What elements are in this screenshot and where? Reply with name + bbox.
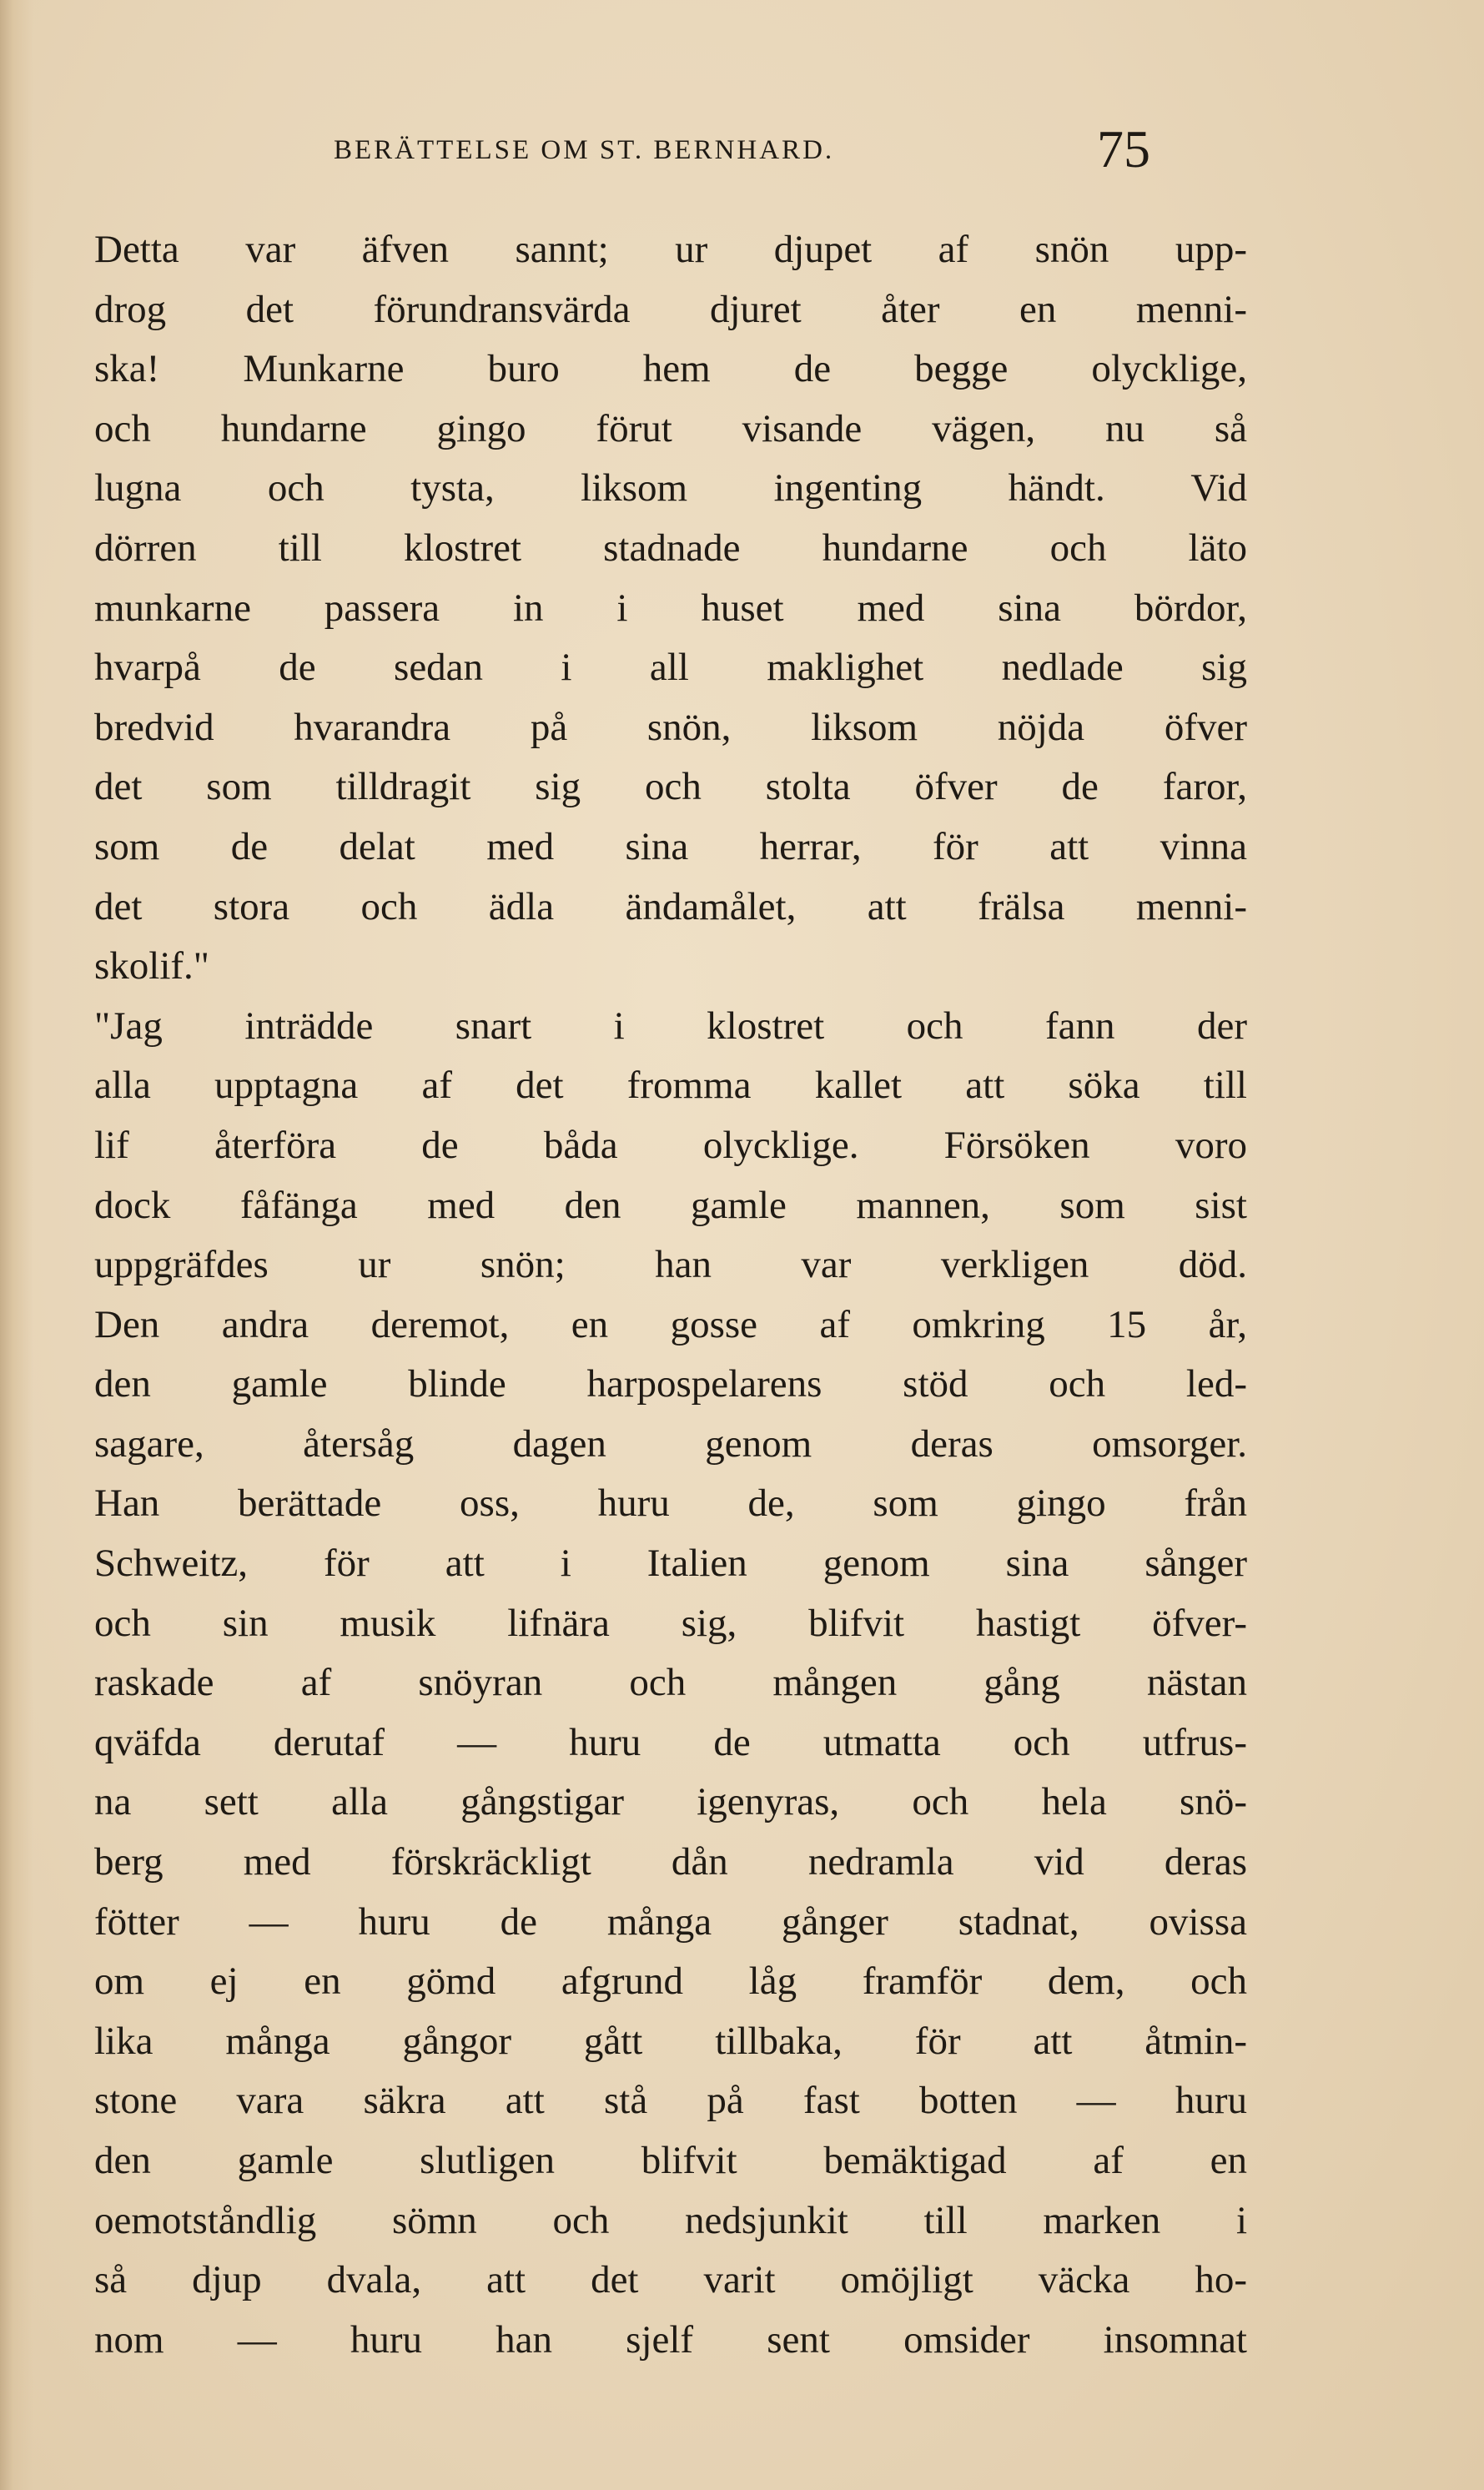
text-line: fötter — huru de många gånger stadnat, ovissa — [94, 1899, 1247, 1944]
text-line: stone vara säkra att stå på fast botten — huru — [94, 2079, 1247, 2123]
text-line: "Jag inträdde snart i klostret och fann der — [94, 1004, 1247, 1048]
text-line: bredvid hvarandra på snön, liksom nöjda öfver — [94, 705, 1247, 749]
text-line: nom — huru han sjelf sent omsider insomnat — [94, 2317, 1247, 2362]
text-line: det som tilldragit sig och stolta öfver de faror, — [94, 765, 1247, 809]
running-title: BERÄTTELSE OM ST. BERNHARD. — [334, 135, 835, 165]
text-line: Schweitz, för att i Italien genom sina sånger — [94, 1542, 1247, 1586]
text-line: munkarne passera in i huset med sina bördor, — [94, 586, 1247, 630]
text-line: som de delat med sina herrar, för att vinna — [94, 824, 1247, 868]
text-line: Han berättade oss, huru de, som gingo från — [94, 1481, 1247, 1526]
text-line: dock fåfänga med den gamle mannen, som sist — [94, 1183, 1247, 1227]
text-line: den gamle slutligen blifvit bemäktigad af en — [94, 2139, 1247, 2182]
text-line: Den andra deremot, en gosse af omkring 15 år, — [94, 1302, 1247, 1346]
text-line: den gamle blinde harpospelarens stöd och led- — [94, 1362, 1247, 1406]
text-line: oemotståndlig sömn och nedsjunkit till marken i — [94, 2198, 1247, 2242]
spine-shadow — [0, 0, 33, 2490]
text-line: skolif." — [94, 944, 209, 988]
text-line: uppgräfdes ur snön; han var verkligen död. — [94, 1243, 1247, 1287]
text-line: drog det förundransvärda djuret åter en menni- — [94, 287, 1247, 331]
text-line: om ej en gömd afgrund låg framför dem, och — [94, 1959, 1247, 2004]
text-line: qväfda derutaf — huru de utmatta och utfrus- — [94, 1720, 1247, 1764]
page-number: 75 — [1097, 119, 1150, 179]
text-line: ska! Munkarne buro hem de begge olycklige, — [94, 347, 1247, 391]
text-line: dörren till klostret stadnade hundarne och läto — [94, 526, 1247, 570]
text-line: Detta var äfven sannt; ur djupet af snön upp- — [94, 228, 1247, 271]
text-line: lif återföra de båda olycklige. Försöken voro — [94, 1123, 1247, 1167]
text-line: sagare, återsåg dagen genom deras omsorger. — [94, 1421, 1247, 1466]
text-line: hvarpå de sedan i all maklighet nedlade sig — [94, 646, 1247, 690]
text-line: och sin musik lifnära sig, blifvit hastigt öfver- — [94, 1601, 1247, 1645]
text-line: raskade af snöyran och mången gång nästan — [94, 1661, 1247, 1705]
text-line: na sett alla gångstigar igenyras, och hela snö- — [94, 1780, 1247, 1824]
text-line: lika många gångor gått tillbaka, för att åtmin- — [94, 2019, 1247, 2063]
text-line: så djup dvala, att det varit omöjligt väcka ho- — [94, 2258, 1247, 2302]
text-line: det stora och ädla ändamålet, att frälsa menni- — [94, 884, 1247, 928]
body-text — [94, 220, 1247, 2370]
text-line: och hundarne gingo förut visande vägen, nu så — [94, 406, 1247, 450]
page-header — [92, 119, 1210, 179]
text-line: lugna och tysta, liksom ingenting händt. Vid — [94, 466, 1247, 511]
text-line: berg med förskräckligt dån nedramla vid deras — [94, 1840, 1247, 1884]
text-line: alla upptagna af det fromma kallet att söka till — [94, 1064, 1247, 1108]
